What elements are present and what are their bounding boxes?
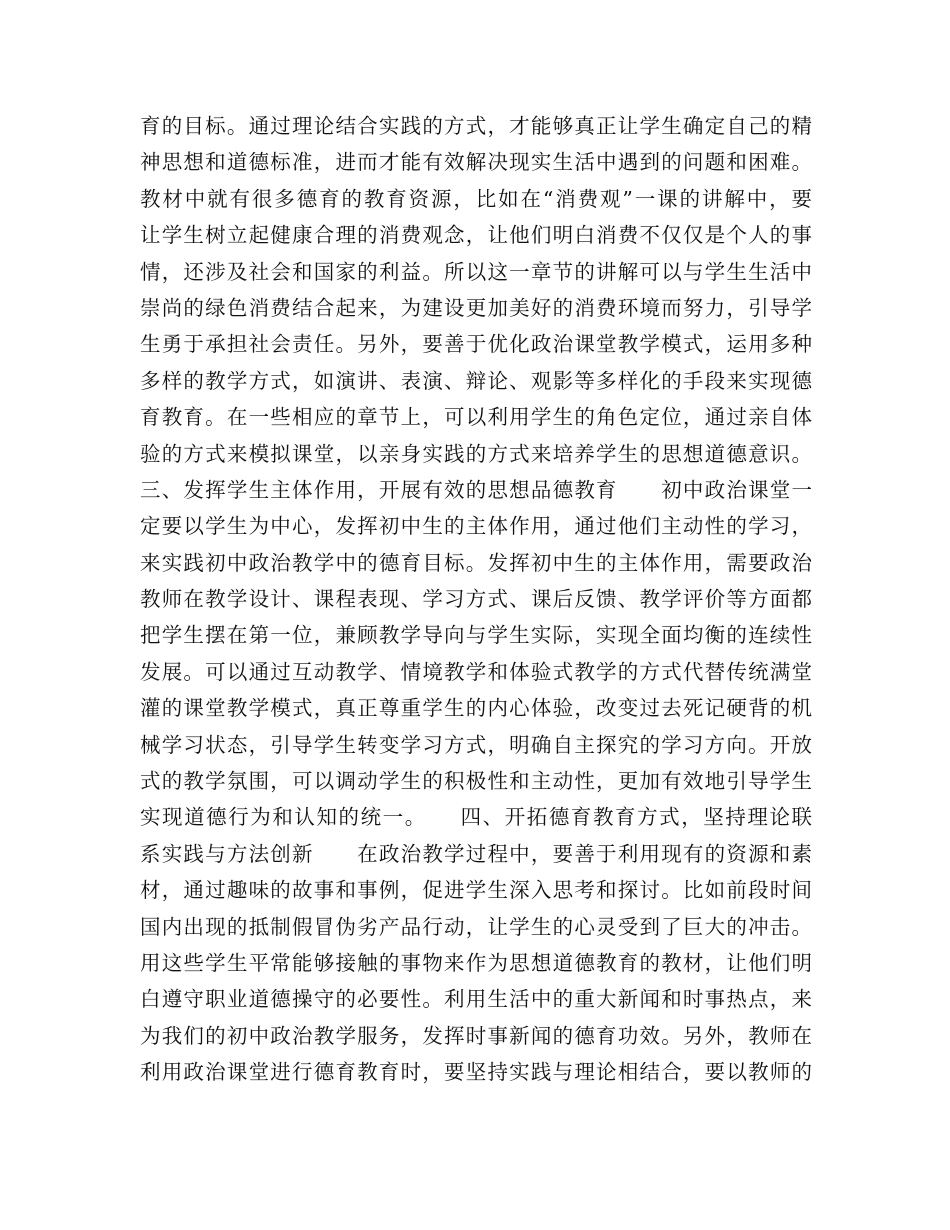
text-line: 情，还涉及社会和国家的利益。所以这一章节的讲解可以与学生生活中 xyxy=(140,259,812,284)
text-line: 生勇于承担社会责任。另外，要善于优化政治课堂教学模式，运用多种 xyxy=(140,332,812,357)
text-line: 神思想和道德标准，进而才能有效解决现实生活中遇到的问题和困难。 xyxy=(140,150,812,175)
text-line: 来实践初中政治教学中的德育目标。发挥初中生的主体作用，需要政治 xyxy=(140,550,812,575)
text-line: 让学生树立起健康合理的消费观念，让他们明白消费不仅仅是个人的事 xyxy=(140,223,812,248)
text-line: 验的方式来模拟课堂，以亲身实践的方式来培养学生的思想道德意识。 xyxy=(140,441,812,466)
text-line: 发展。可以通过互动教学、情境教学和体验式教学的方式代替传统满堂 xyxy=(140,659,812,684)
text-line: 利用政治课堂进行德育教育时，要坚持实践与理论相结合，要以教师的 xyxy=(140,1060,812,1085)
text-line: 定要以学生为中心，发挥初中生的主体作用，通过他们主动性的学习， xyxy=(140,514,812,539)
text-line: 国内出现的抵制假冒伪劣产品行动，让学生的心灵受到了巨大的冲击。 xyxy=(140,914,812,939)
text-line: 育的目标。通过理论结合实践的方式，才能够真正让学生确定自己的精 xyxy=(140,114,812,138)
section-heading-line: 实现道德行为和认知的统一。 四、开拓德育教育方式，坚持理论联 xyxy=(140,805,812,830)
text-line: 用这些学生平常能够接触的事物来作为思想道德教育的教材，让他们明 xyxy=(140,950,812,975)
text-line: 式的教学氛围，可以调动学生的积极性和主动性，更加有效地引导学生 xyxy=(140,769,812,794)
text-line: 械学习状态，引导学生转变学习方式，明确自主探究的学习方向。开放 xyxy=(140,732,812,757)
body-text xyxy=(140,108,812,1091)
text-line: 育教育。在一些相应的章节上，可以利用学生的角色定位，通过亲自体 xyxy=(140,405,812,430)
text-line: 把学生摆在第一位，兼顾教学导向与学生实际，实现全面均衡的连续性 xyxy=(140,623,812,648)
text-line: 白遵守职业道德操守的必要性。利用生活中的重大新闻和时事热点，来 xyxy=(140,987,812,1012)
text-line: 灌的课堂教学模式，真正尊重学生的内心体验，改变过去死记硬背的机 xyxy=(140,696,812,721)
text-line: 材，通过趣味的故事和事例，促进学生深入思考和探讨。比如前段时间 xyxy=(140,878,812,903)
text-line: 为我们的初中政治教学服务，发挥时事新闻的德育功效。另外，教师在 xyxy=(140,1023,812,1048)
text-line: 崇尚的绿色消费结合起来，为建设更加美好的消费环境而努力，引导学 xyxy=(140,295,812,320)
text-line: 教材中就有很多德育的教育资源，比如在“消费观”一课的讲解中，要 xyxy=(140,186,812,211)
text-line: 多样的教学方式，如演讲、表演、辩论、观影等多样化的手段来实现德 xyxy=(140,368,812,393)
text-line: 教师在教学设计、课程表现、学习方式、课后反馈、教学评价等方面都 xyxy=(140,587,812,612)
section-heading-line: 系实践与方法创新 在政治教学过程中，要善于利用现有的资源和素 xyxy=(140,841,812,866)
section-heading-line: 三、发挥学生主体作用，开展有效的思想品德教育 初中政治课堂一 xyxy=(140,477,812,502)
